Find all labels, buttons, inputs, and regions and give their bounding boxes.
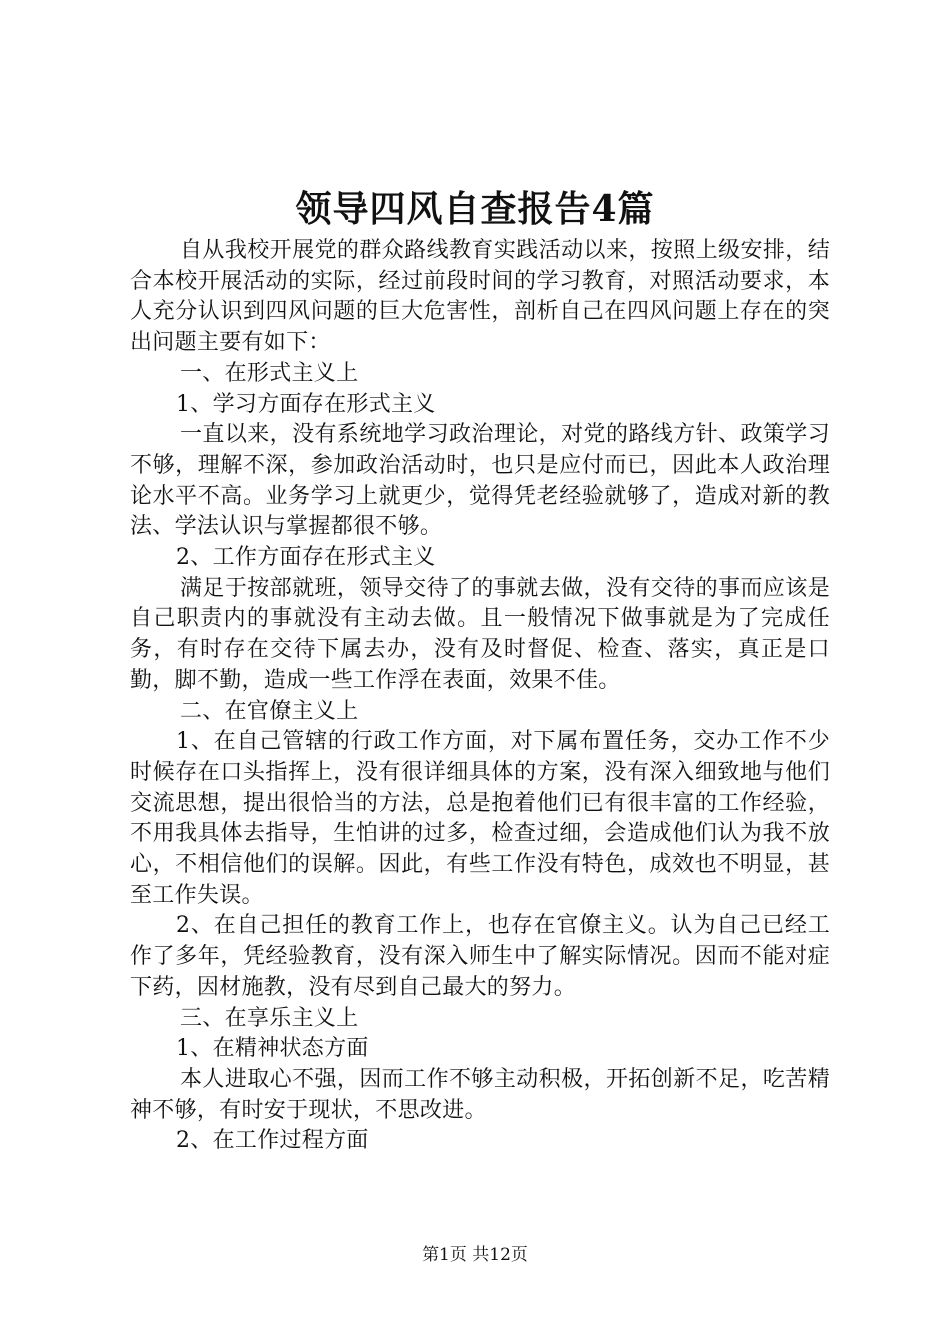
intro-paragraph: 自从我校开展党的群众路线教育实践活动以来，按照上级安排，结合本校开展活动的实际，经过前段时间的学习教育，对照活动要求，本人充分认识到四风问题的巨大危害性，剖析自己在四风问题上存在的突出问题主要有如下：: [130, 238, 830, 356]
paragraph-education: 2、在自己担任的教育工作上，也存在官僚主义。认为自己已经工作了多年，凭经验教育，没有深入师生中了解实际情况。因而不能对症下药，因材施教，没有尽到自己最大的努力。: [130, 913, 830, 1000]
subsection-heading-spirit: 1、在精神状态方面: [176, 1036, 369, 1062]
paragraph-spirit: 本人进取心不强，因而工作不够主动积极，开拓创新不足，吃苦精神不够，有时安于现状，不思改进。: [130, 1066, 830, 1123]
paragraph-administration: 1、在自己管辖的行政工作方面，对下属布置任务，交办工作不少时候存在口头指挥上，没有很详细具体的方案，没有深入细致地与他们交流思想，提出很恰当的方法，总是抱着他们已有很丰富的工作经验，不用我具体去指导，生怕讲的过多，检查过细，会造成他们认为我不放心，不相信他们的误解。因此，有些工作没有特色，成效也不明显，甚至工作失误。: [130, 729, 830, 908]
document-title: 领导四风自查报告4篇: [295, 188, 655, 230]
subsection-heading-work: 2、工作方面存在形式主义: [176, 545, 436, 571]
paragraph-work: 满足于按部就班，领导交待了的事就去做，没有交待的事而应该是自己职责内的事就没有主动去做。且一般情况下做事就是为了完成任务，有时存在交待下属去办，没有及时督促、检查、落实，真正是口勤，脚不勤，造成一些工作浮在表面，效果不佳。: [130, 575, 830, 693]
page-number: 第1页 共12页: [422, 1245, 528, 1265]
paragraph-study: 一直以来，没有系统地学习政治理论，对党的路线方针、政策学习不够，理解不深，参加政治活动时，也只是应付而已，因此本人政治理论水平不高。业务学习上就更少，觉得凭老经验就够了，造成对新的教法、学法认识与掌握都很不够。: [130, 422, 830, 540]
subsection-heading-process: 2、在工作过程方面: [176, 1128, 369, 1154]
section-heading-formalism: 一、在形式主义上: [180, 360, 359, 386]
document-body: [130, 236, 830, 1157]
subsection-heading-study: 1、学习方面存在形式主义: [176, 391, 436, 417]
section-heading-bureaucratism: 二、在官僚主义上: [180, 698, 359, 724]
section-heading-hedonism: 三、在享乐主义上: [180, 1005, 359, 1031]
